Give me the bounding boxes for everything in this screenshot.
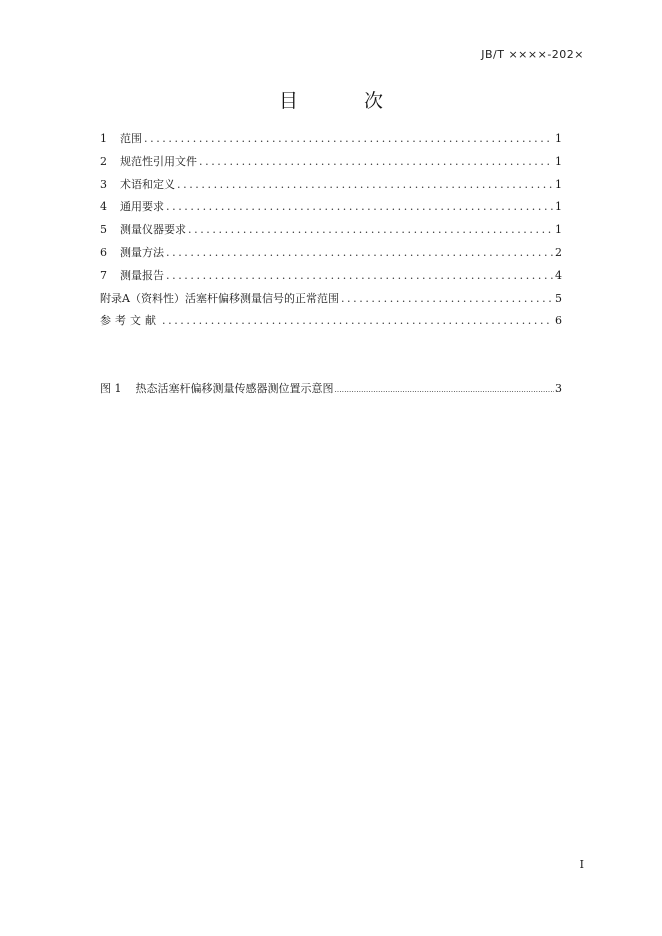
toc-entry-page: 1 bbox=[555, 154, 562, 168]
figure-number: 图 1 bbox=[100, 382, 122, 395]
figure-list-entry[interactable] bbox=[100, 380, 562, 396]
toc-entry-number: 3 bbox=[100, 177, 107, 191]
toc-entry-page: 6 bbox=[555, 314, 562, 328]
page-title: 目 次 bbox=[278, 90, 414, 112]
toc-entry-page: 2 bbox=[555, 245, 562, 259]
toc-leader-dots bbox=[166, 269, 553, 282]
toc-entry-instrument-requirements[interactable] bbox=[100, 221, 562, 244]
toc-entry-annex-a[interactable] bbox=[100, 290, 562, 313]
toc-entry-page: 1 bbox=[555, 200, 562, 214]
figure-page: 3 bbox=[555, 382, 562, 395]
table-of-contents bbox=[100, 130, 562, 335]
toc-entry-number: 7 bbox=[100, 268, 107, 282]
toc-entry-measurement-report[interactable] bbox=[100, 267, 562, 290]
standard-number: JB/T ××××-202× bbox=[481, 48, 584, 61]
toc-entry-number: 1 bbox=[100, 132, 107, 145]
toc-leader-dots bbox=[162, 314, 553, 327]
toc-entry-page: 4 bbox=[555, 268, 562, 282]
toc-entry-label: 术语和定义 bbox=[120, 177, 175, 191]
toc-entry-page: 1 bbox=[555, 177, 562, 191]
toc-leader-dots bbox=[144, 132, 553, 145]
toc-entry-scope[interactable] bbox=[100, 130, 562, 153]
toc-entry-number: 5 bbox=[100, 223, 107, 237]
toc-entry-label: 参考文献 bbox=[100, 314, 160, 328]
toc-entry-measurement-method[interactable] bbox=[100, 244, 562, 267]
figure-caption: 热态活塞杆偏移测量传感器测位置示意图 bbox=[135, 382, 334, 395]
page-number: I bbox=[579, 858, 584, 871]
toc-entry-number: 4 bbox=[100, 200, 107, 214]
toc-entry-label: 测量报告 bbox=[120, 268, 164, 282]
toc-entry-label: 范围 bbox=[120, 132, 142, 145]
toc-leader-dots bbox=[188, 223, 553, 236]
toc-entry-label: 规范性引用文件 bbox=[120, 154, 197, 168]
toc-entry-label: 测量方法 bbox=[120, 245, 164, 259]
toc-entry-page: 1 bbox=[555, 223, 562, 237]
toc-entry-terms-definitions[interactable] bbox=[100, 176, 562, 199]
toc-entry-general-requirements[interactable] bbox=[100, 198, 562, 221]
toc-entry-bibliography[interactable] bbox=[100, 312, 562, 335]
toc-leader-dots bbox=[166, 246, 553, 259]
toc-entry-page: 1 bbox=[555, 132, 562, 145]
toc-leader-dots bbox=[341, 292, 553, 305]
toc-entry-normative-references[interactable] bbox=[100, 153, 562, 176]
toc-leader-dots bbox=[166, 200, 553, 213]
toc-entry-number: 6 bbox=[100, 245, 107, 259]
toc-entry-label: 通用要求 bbox=[120, 200, 164, 214]
toc-entry-label: 附录A（资料性）活塞杆偏移测量信号的正常范围 bbox=[100, 291, 339, 305]
toc-entry-number: 2 bbox=[100, 154, 107, 168]
figure-leader-dots bbox=[335, 386, 555, 394]
toc-leader-dots bbox=[177, 178, 553, 191]
toc-leader-dots bbox=[199, 155, 553, 168]
toc-entry-page: 5 bbox=[555, 291, 562, 305]
toc-entry-label: 测量仪器要求 bbox=[120, 223, 186, 237]
